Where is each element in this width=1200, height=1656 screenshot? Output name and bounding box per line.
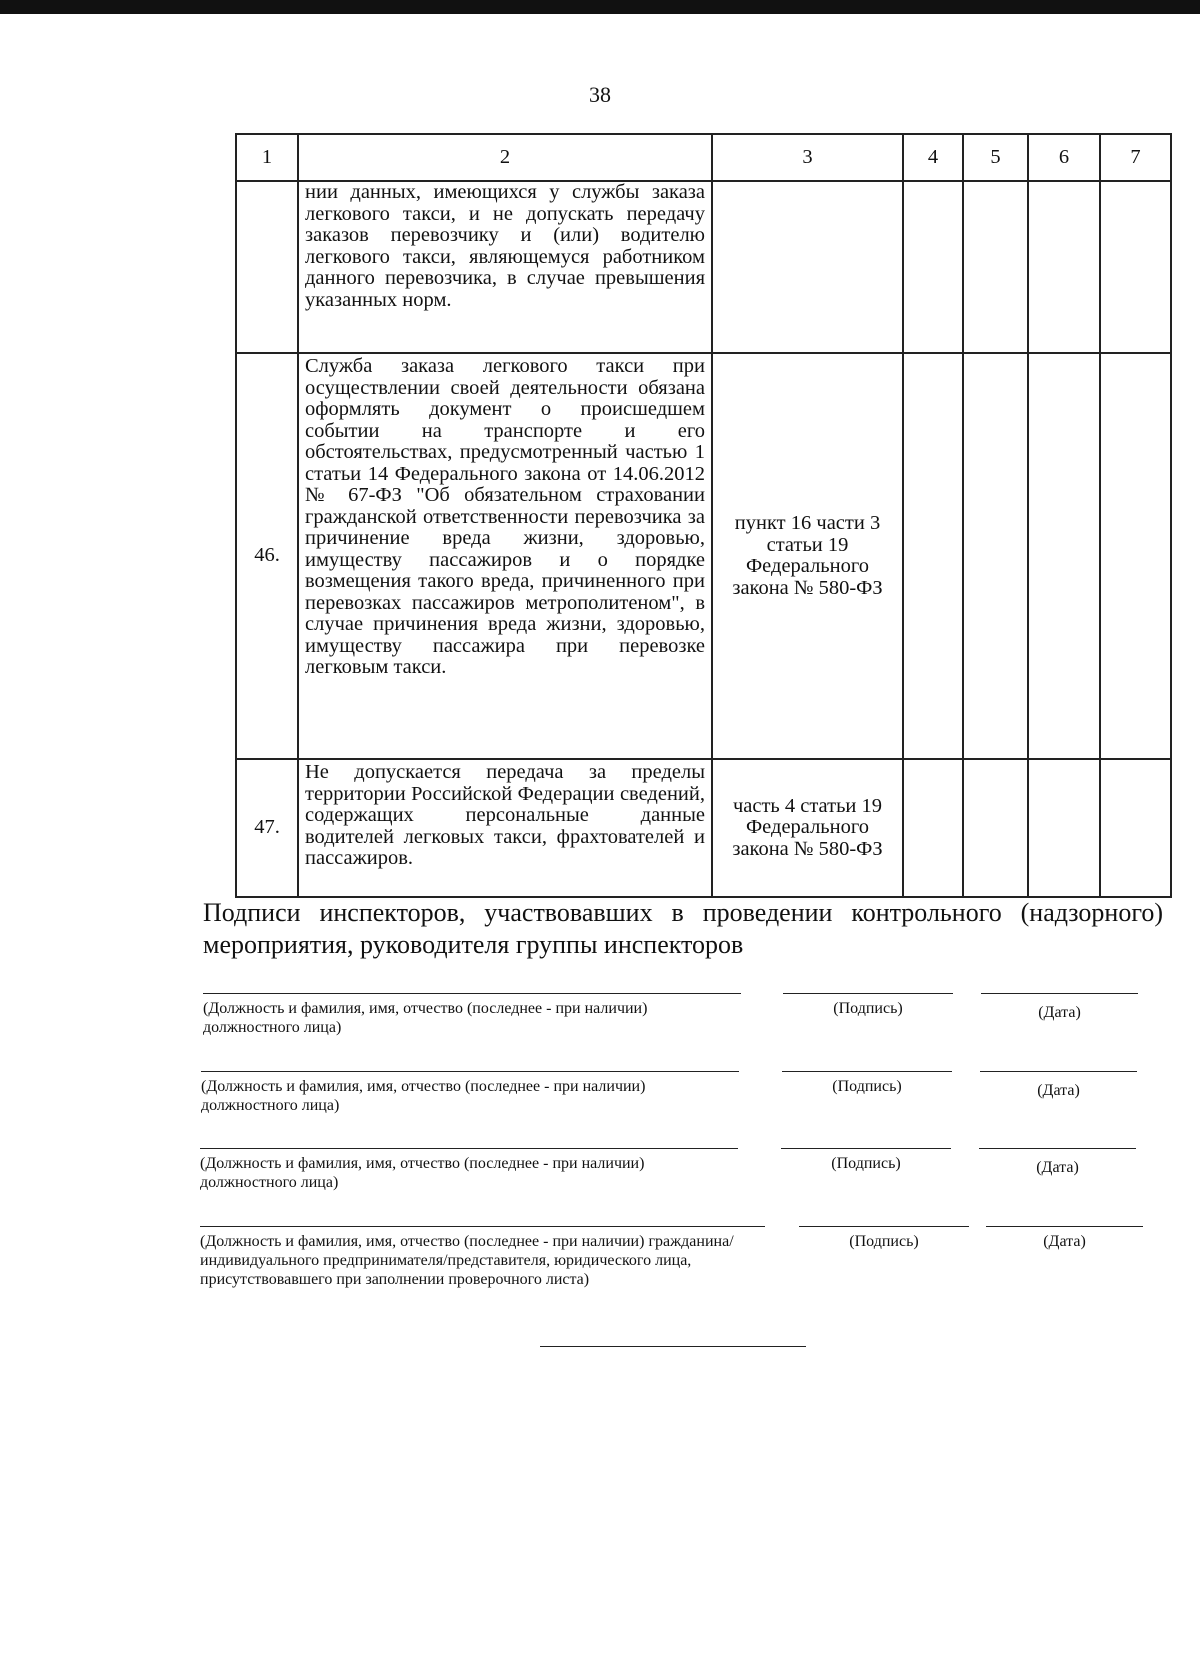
date-caption: (Дата)	[1043, 1233, 1086, 1250]
date-field	[986, 1226, 1143, 1251]
signature-field	[782, 1071, 952, 1096]
column-header: 2	[298, 134, 712, 181]
answer-cell	[903, 181, 963, 353]
position-field	[203, 993, 741, 1037]
answer-cell	[1100, 181, 1171, 353]
legal-reference	[712, 181, 903, 353]
position-field	[200, 1148, 738, 1192]
date-caption: (Дата)	[1037, 1082, 1080, 1099]
column-header: 5	[963, 134, 1028, 181]
requirement-text: нии данных, имеющихся у службы заказа легкового такси, и не допускать передачу заказов перевозчику и (или) водителю легкового такси, являющемуся работником данного перевозчика, в случае превышения указанных норм.	[298, 181, 712, 353]
table-row	[236, 353, 1171, 759]
date-field	[980, 1071, 1137, 1100]
requirement-text: Служба заказа легкового такси при осуществлении своей деятельности обязана оформлять документ о происшедшем событии на транспорте и его обстоятельствах, предусмотренный частью 1 статьи 14 Федерального закона от 14.06.2012 № 67-ФЗ "Об обязательном страховании гражданской ответственности перевозчика за причинение вреда жизни, здоровью, имуществу пассажиров и о порядке возмещения такого вреда, причиненного при перевозках пассажиров метрополитеном", в случае причинения вреда жизни, здоровью, имуществу пассажира при перевозке легковым такси.	[298, 353, 712, 759]
position-caption: (Должность и фамилия, имя, отчество (последнее - при наличии) должностного лица)	[203, 1000, 648, 1036]
column-header: 6	[1028, 134, 1100, 181]
answer-cell	[963, 181, 1028, 353]
answer-cell	[963, 759, 1028, 897]
column-header: 1	[236, 134, 298, 181]
signatures-heading: Подписи инспекторов, участвовавших в проведении контрольного (надзорного) мероприятия, руководителя группы инспекторов	[203, 898, 1163, 959]
signature-caption: (Подпись)	[849, 1233, 919, 1250]
date-field	[979, 1148, 1136, 1177]
table-header-row	[236, 134, 1171, 181]
date-caption: (Дата)	[1038, 1004, 1081, 1021]
answer-cell	[903, 353, 963, 759]
answer-cell	[963, 353, 1028, 759]
legal-reference: часть 4 статьи 19 Федерального закона № 580-ФЗ	[712, 759, 903, 897]
signature-caption: (Подпись)	[833, 1000, 903, 1017]
scan-top-edge	[0, 0, 1200, 14]
column-header: 4	[903, 134, 963, 181]
answer-cell	[1028, 181, 1100, 353]
row-number: 47.	[236, 759, 298, 897]
column-header: 3	[712, 134, 903, 181]
answer-cell	[1100, 759, 1171, 897]
date-caption: (Дата)	[1036, 1159, 1079, 1176]
signature-field	[799, 1226, 969, 1251]
end-divider	[540, 1346, 806, 1347]
table-row	[236, 181, 1171, 353]
position-caption: (Должность и фамилия, имя, отчество (последнее - при наличии) гражданина/индивидуального предпринимателя/представителя, юридического лица, присутствовавшего при заполнении проверочного листа)	[200, 1233, 734, 1288]
page-number: 38	[589, 82, 611, 107]
signature-caption: (Подпись)	[832, 1078, 902, 1095]
row-number: 46.	[236, 353, 298, 759]
position-caption: (Должность и фамилия, имя, отчество (последнее - при наличии) должностного лица)	[201, 1078, 646, 1114]
signature-row	[0, 1226, 1200, 1356]
position-caption: (Должность и фамилия, имя, отчество (последнее - при наличии) должностного лица)	[200, 1155, 645, 1191]
legal-reference: пункт 16 части 3 статьи 19 Федерального закона № 580-ФЗ	[712, 353, 903, 759]
answer-cell	[1100, 353, 1171, 759]
answer-cell	[1028, 759, 1100, 897]
answer-cell	[903, 759, 963, 897]
requirement-text: Не допускается передача за пределы территории Российской Федерации сведений, содержащих персональные данные водителей легковых такси, фрахтователей и пассажиров.	[298, 759, 712, 897]
row-number	[236, 181, 298, 353]
date-field	[981, 993, 1138, 1022]
column-header: 7	[1100, 134, 1171, 181]
signature-field	[783, 993, 953, 1018]
signature-caption: (Подпись)	[831, 1155, 901, 1172]
checklist-table	[235, 133, 1172, 898]
position-field	[201, 1071, 739, 1115]
signature-field	[781, 1148, 951, 1173]
answer-cell	[1028, 353, 1100, 759]
position-field	[200, 1226, 765, 1289]
table-row	[236, 759, 1171, 897]
